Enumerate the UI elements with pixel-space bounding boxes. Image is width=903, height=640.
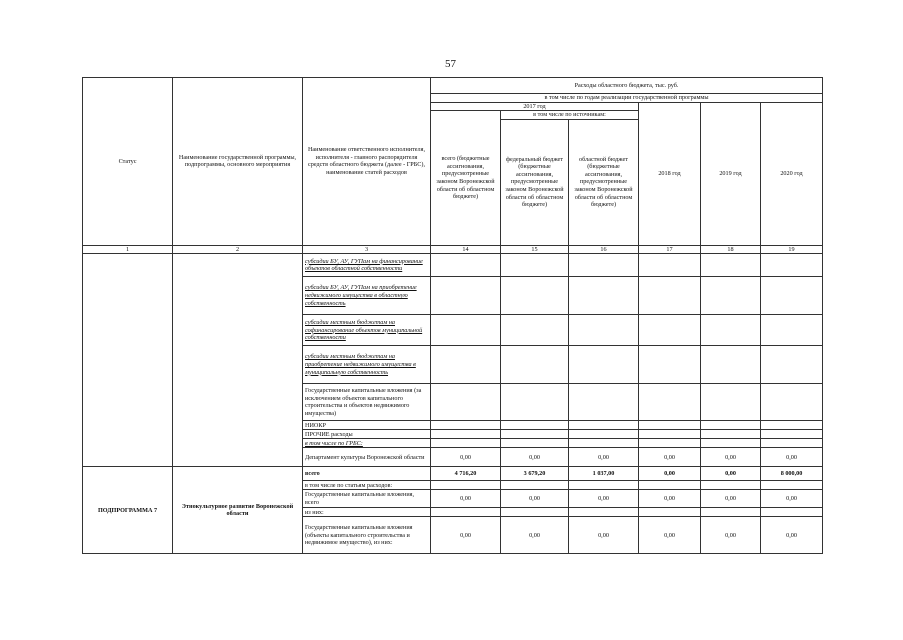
value-cell: 0,00: [701, 467, 761, 481]
header-federal: федеральный бюджет (бюджетные ассигнования, предусмотренные законом Воронежской области об областном бюджете): [501, 119, 569, 245]
value-cell: [761, 384, 823, 421]
status-cell: [83, 254, 173, 467]
row-label: из них:: [303, 508, 431, 517]
value-cell: [761, 254, 823, 277]
value-cell: [501, 254, 569, 277]
value-cell: 0,00: [761, 448, 823, 467]
value-cell: [431, 439, 501, 448]
value-cell: 0,00: [639, 517, 701, 554]
column-number: 18: [701, 245, 761, 254]
value-cell: 0,00: [431, 517, 501, 554]
value-cell: [639, 421, 701, 430]
value-cell: [569, 430, 639, 439]
value-cell: [501, 508, 569, 517]
value-cell: 0,00: [569, 517, 639, 554]
row-label: Государственные капитальные вложения, всего: [303, 490, 431, 508]
header-status: Статус: [83, 78, 173, 246]
header-program-name: Наименование государственной программы, подпрограммы, основного мероприятия: [173, 78, 303, 246]
value-cell: [761, 439, 823, 448]
value-cell: [569, 481, 639, 490]
value-cell: [701, 481, 761, 490]
value-cell: 0,00: [639, 467, 701, 481]
value-cell: [761, 430, 823, 439]
row-label: ПРОЧИЕ расходы: [303, 430, 431, 439]
value-cell: [701, 254, 761, 277]
value-cell: [761, 315, 823, 346]
value-cell: [569, 439, 639, 448]
header-year-2020: 2020 год: [761, 102, 823, 245]
value-cell: [431, 481, 501, 490]
value-cell: 0,00: [761, 517, 823, 554]
value-cell: 0,00: [639, 448, 701, 467]
value-cell: 0,00: [639, 490, 701, 508]
subprogram-status: ПОДПРОГРАММА 7: [83, 467, 173, 554]
value-cell: 0,00: [761, 490, 823, 508]
row-label: Департамент культуры Воронежской области: [303, 448, 431, 467]
value-cell: [501, 430, 569, 439]
row-label: Государственные капитальные вложения (за исключением объектов капитального строительства и объектов недвижимого имущества): [303, 384, 431, 421]
column-number: 17: [639, 245, 701, 254]
value-cell: [701, 439, 761, 448]
header-year-2018: 2018 год: [639, 102, 701, 245]
value-cell: [569, 346, 639, 384]
value-cell: [701, 346, 761, 384]
row-label: субсидии БУ, АУ, ГУПам на приобретение недвижимого имущества в областную собственность: [303, 277, 431, 315]
value-cell: [569, 277, 639, 315]
header-year-2017: 2017 год: [431, 102, 639, 111]
value-cell: [701, 315, 761, 346]
value-cell: [431, 430, 501, 439]
column-number: 14: [431, 245, 501, 254]
value-cell: [501, 315, 569, 346]
value-cell: 0,00: [701, 490, 761, 508]
value-cell: [701, 384, 761, 421]
value-cell: [761, 421, 823, 430]
header-expenses: Расходы областного бюджета, тыс. руб.: [431, 78, 823, 94]
row-label: в том числе по ГРБС:: [303, 439, 431, 448]
value-cell: 0,00: [431, 448, 501, 467]
value-cell: 8 000,00: [761, 467, 823, 481]
value-cell: [569, 421, 639, 430]
value-cell: [501, 277, 569, 315]
header-executor: Наименование ответственного исполнителя, исполнителя - главного распорядителя средств областного бюджета (далее - ГРБС), наименование статей расходов: [303, 78, 431, 246]
value-cell: [431, 346, 501, 384]
value-cell: [431, 254, 501, 277]
value-cell: [639, 439, 701, 448]
value-cell: [639, 315, 701, 346]
row-label: НИОКР: [303, 421, 431, 430]
table-row: [83, 467, 823, 481]
column-number: 16: [569, 245, 639, 254]
value-cell: 0,00: [501, 490, 569, 508]
value-cell: [501, 384, 569, 421]
value-cell: [761, 481, 823, 490]
value-cell: [761, 346, 823, 384]
budget-table: [82, 77, 823, 554]
value-cell: [431, 421, 501, 430]
value-cell: 0,00: [569, 490, 639, 508]
program-name-cell: [173, 254, 303, 467]
header-year-2019: 2019 год: [701, 102, 761, 245]
value-cell: [701, 277, 761, 315]
value-cell: [639, 384, 701, 421]
value-cell: [639, 277, 701, 315]
header-by-sources: в том числе по источникам:: [501, 111, 639, 120]
column-number: 2: [173, 245, 303, 254]
row-label: в том числе по статьям расходов:: [303, 481, 431, 490]
value-cell: [569, 384, 639, 421]
table-row: [83, 254, 823, 277]
column-number: 3: [303, 245, 431, 254]
row-label: субсидии местным бюджетам на софинансирование объектов муниципальной собственности: [303, 315, 431, 346]
value-cell: [701, 421, 761, 430]
value-cell: [501, 346, 569, 384]
value-cell: 0,00: [701, 517, 761, 554]
value-cell: [639, 430, 701, 439]
value-cell: [761, 277, 823, 315]
value-cell: [431, 277, 501, 315]
value-cell: 0,00: [501, 517, 569, 554]
value-cell: [639, 346, 701, 384]
row-label: Государственные капитальные вложения (объекты капитального строительства и недвижимое имущество), из них:: [303, 517, 431, 554]
column-number: 19: [761, 245, 823, 254]
column-number: 15: [501, 245, 569, 254]
value-cell: [431, 315, 501, 346]
subprogram-name: Этнокультурное развитие Воронежской области: [173, 467, 303, 554]
value-cell: [501, 439, 569, 448]
value-cell: [501, 421, 569, 430]
value-cell: [639, 508, 701, 517]
value-cell: 0,00: [701, 448, 761, 467]
value-cell: [701, 430, 761, 439]
row-label: субсидии местным бюджетам на приобретение недвижимого имущества в муниципальную собственность: [303, 346, 431, 384]
value-cell: [569, 254, 639, 277]
value-cell: [569, 315, 639, 346]
value-cell: 0,00: [431, 490, 501, 508]
value-cell: [639, 481, 701, 490]
header-total: всего (бюджетные ассигнования, предусмотренные законом Воронежской области об областном бюджете): [431, 111, 501, 246]
value-cell: [431, 384, 501, 421]
page-number: 57: [445, 58, 456, 70]
row-label: всего: [303, 467, 431, 481]
value-cell: [761, 508, 823, 517]
value-cell: 4 716,20: [431, 467, 501, 481]
header-regional: областной бюджет (бюджетные ассигнования, предусмотренные законом Воронежской области об областном бюджете): [569, 119, 639, 245]
value-cell: 0,00: [501, 448, 569, 467]
value-cell: [569, 508, 639, 517]
value-cell: 3 679,20: [501, 467, 569, 481]
value-cell: [701, 508, 761, 517]
header-by-years: в том числе по годам реализации государственной программы: [431, 94, 823, 103]
value-cell: 1 037,00: [569, 467, 639, 481]
column-number: 1: [83, 245, 173, 254]
row-label: субсидии БУ, АУ, ГУПам на финансирование объектов областной собственности: [303, 254, 431, 277]
value-cell: 0,00: [569, 448, 639, 467]
value-cell: [639, 254, 701, 277]
value-cell: [501, 481, 569, 490]
value-cell: [431, 508, 501, 517]
